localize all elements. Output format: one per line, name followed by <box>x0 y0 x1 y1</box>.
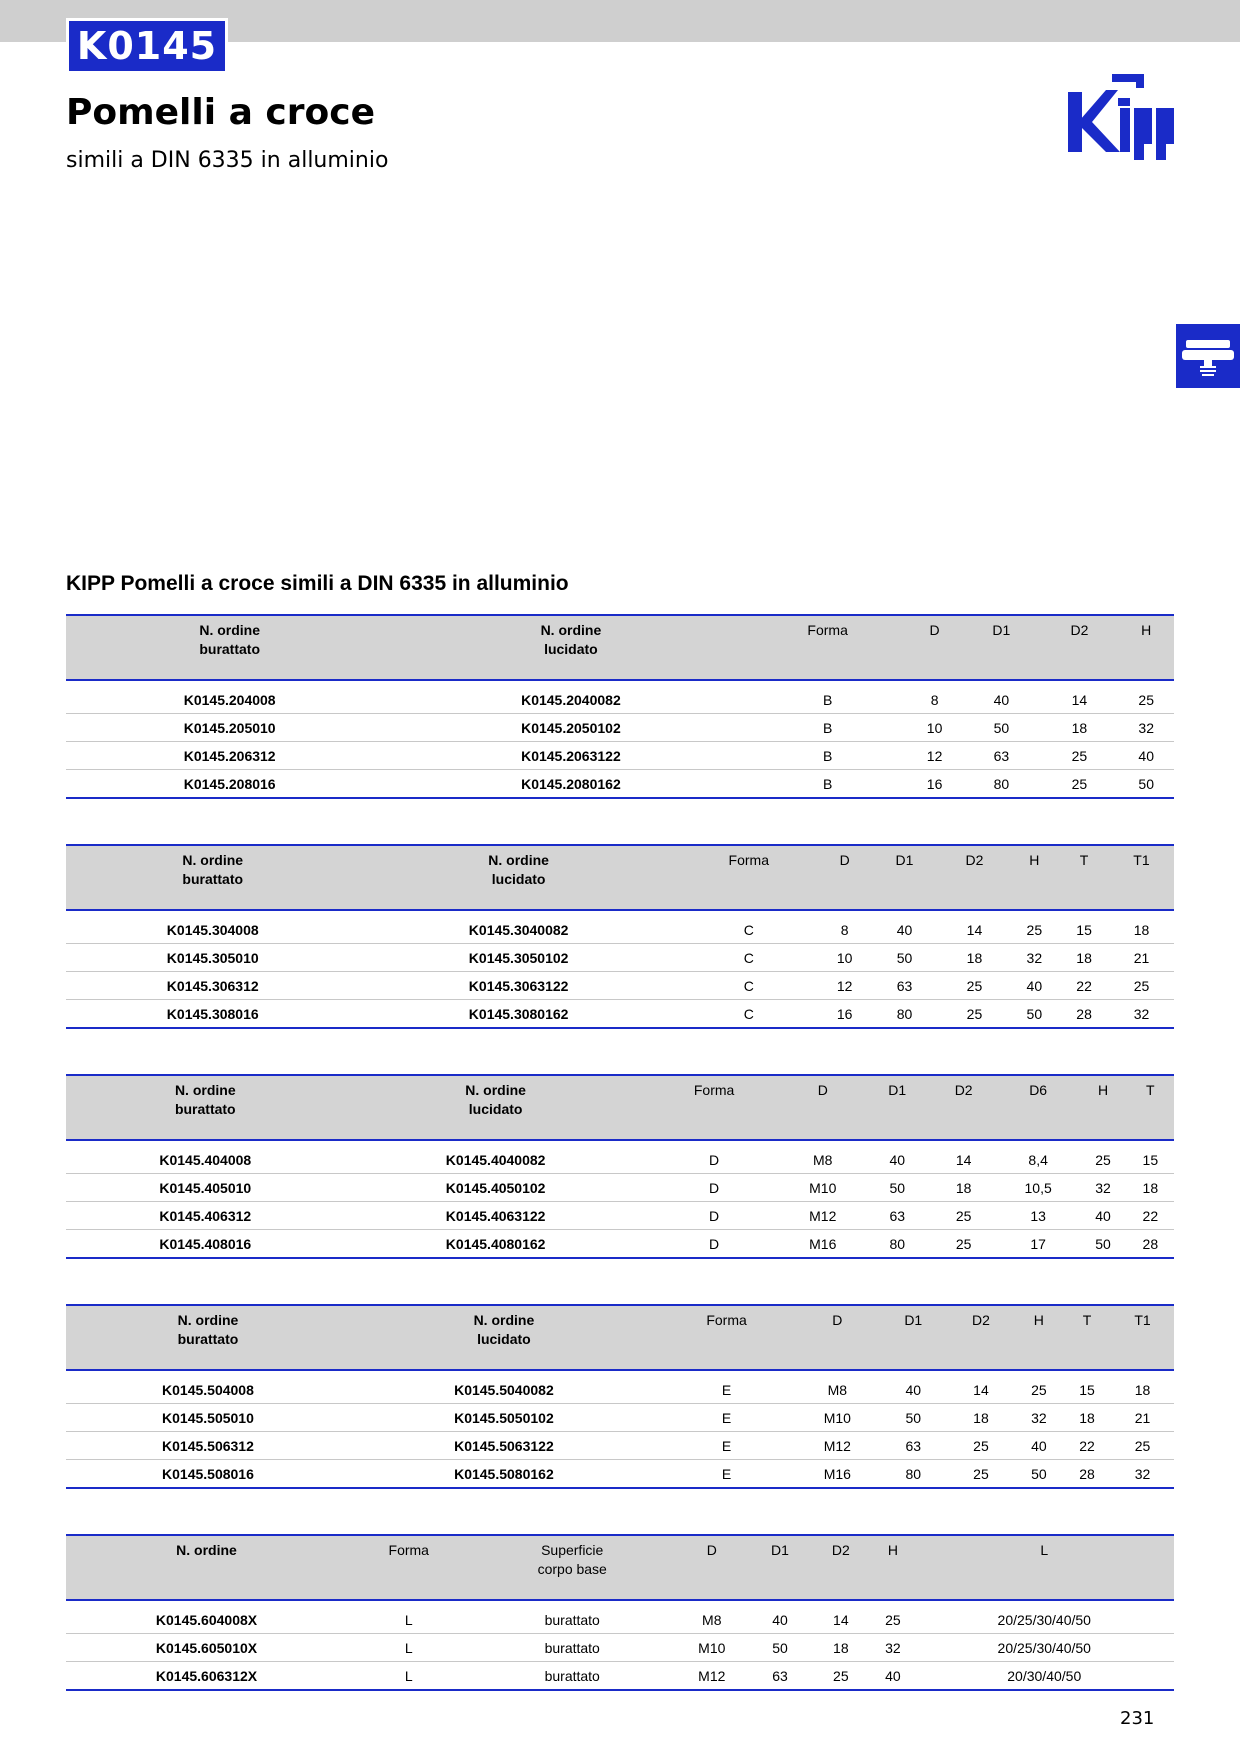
table-cell: M16 <box>781 1230 864 1259</box>
table-row <box>66 770 1174 799</box>
table-row <box>66 972 1174 1000</box>
table-cell: 40 <box>750 1606 811 1634</box>
column-header: Forma <box>678 845 820 910</box>
table-row <box>66 1202 1174 1230</box>
table-cell: 50 <box>1079 1230 1126 1259</box>
table-cell: 20/25/30/40/50 <box>915 1634 1175 1662</box>
table-cell: K0145.2040082 <box>393 686 748 714</box>
table-row <box>66 1404 1174 1432</box>
table-cell: 25 <box>1040 742 1118 770</box>
spec-table-2 <box>66 844 1174 1029</box>
table-cell: 18 <box>930 1174 996 1202</box>
table-cell: 40 <box>962 686 1040 714</box>
table-cell: 25 <box>810 1662 871 1691</box>
table-cell: K0145.5040082 <box>350 1376 658 1404</box>
table-cell: 63 <box>864 1202 930 1230</box>
table-cell: M16 <box>795 1460 879 1489</box>
table-cell: K0145.4080162 <box>345 1230 647 1259</box>
table-cell: L <box>347 1634 470 1662</box>
table-row <box>66 1146 1174 1174</box>
column-header: D2 <box>1040 615 1118 680</box>
table-cell: K0145.3050102 <box>359 944 677 972</box>
table-cell: D <box>647 1230 782 1259</box>
table-cell: K0145.205010 <box>66 714 393 742</box>
table-row <box>66 1662 1174 1691</box>
table-cell: M12 <box>781 1202 864 1230</box>
spec-table-3 <box>66 1074 1174 1259</box>
table-cell: 22 <box>1063 1432 1111 1460</box>
table-cell: 63 <box>750 1662 811 1691</box>
table-cell: 22 <box>1059 972 1109 1000</box>
table-cell: 8 <box>820 916 870 944</box>
table-row <box>66 1230 1174 1259</box>
column-header: Forma <box>347 1535 470 1600</box>
page-subtitle: simili a DIN 6335 in alluminio <box>66 148 389 173</box>
column-header: N. ordine lucidato <box>345 1075 647 1140</box>
table-cell: 25 <box>930 1230 996 1259</box>
table-row <box>66 686 1174 714</box>
table-cell: 18 <box>1109 916 1174 944</box>
table-cell: 63 <box>879 1432 947 1460</box>
column-header: D1 <box>750 1535 811 1600</box>
table-cell: 40 <box>864 1146 930 1174</box>
table-row <box>66 1376 1174 1404</box>
table-header-row <box>66 1075 1174 1140</box>
table-cell: K0145.2063122 <box>393 742 748 770</box>
table-cell: K0145.2080162 <box>393 770 748 799</box>
table-cell: 18 <box>1111 1376 1174 1404</box>
column-header: D1 <box>870 845 940 910</box>
table-header-row <box>66 1535 1174 1600</box>
table-cell: 80 <box>879 1460 947 1489</box>
table-cell: burattato <box>470 1662 674 1691</box>
table-cell: 18 <box>1059 944 1109 972</box>
table-cell: 25 <box>1015 1376 1063 1404</box>
table-cell: K0145.3040082 <box>359 916 677 944</box>
table-cell: M8 <box>674 1606 750 1634</box>
table-row <box>66 742 1174 770</box>
table-cell: 28 <box>1063 1460 1111 1489</box>
table-cell: 32 <box>871 1634 914 1662</box>
table-cell: K0145.4050102 <box>345 1174 647 1202</box>
table-cell: 50 <box>870 944 940 972</box>
category-side-tab[interactable] <box>1176 324 1240 388</box>
column-header: D <box>907 615 963 680</box>
table-row <box>66 944 1174 972</box>
table-cell: K0145.605010X <box>66 1634 347 1662</box>
table-cell: 12 <box>820 972 870 1000</box>
table-cell: 80 <box>870 1000 940 1029</box>
table-cell: 50 <box>879 1404 947 1432</box>
table-cell: C <box>678 972 820 1000</box>
table-cell: D <box>647 1202 782 1230</box>
table-cell: 32 <box>1079 1174 1126 1202</box>
table-cell: 14 <box>930 1146 996 1174</box>
column-header: Forma <box>658 1305 795 1370</box>
page-title: Pomelli a croce <box>66 92 376 133</box>
spec-table-4 <box>66 1304 1174 1489</box>
table-cell: 25 <box>1111 1432 1174 1460</box>
table-cell: B <box>748 714 906 742</box>
table-cell: D <box>647 1146 782 1174</box>
table-cell: L <box>347 1606 470 1634</box>
column-header: D <box>781 1075 864 1140</box>
table-cell: 18 <box>947 1404 1015 1432</box>
kipp-logo <box>1068 74 1180 160</box>
table-cell: K0145.504008 <box>66 1376 350 1404</box>
page-number: 231 <box>1120 1708 1155 1729</box>
table-cell: 18 <box>810 1634 871 1662</box>
table-cell: K0145.208016 <box>66 770 393 799</box>
table-cell: 80 <box>962 770 1040 799</box>
table-cell: 40 <box>870 916 940 944</box>
table-cell: 32 <box>1009 944 1059 972</box>
column-header: D6 <box>997 1075 1080 1140</box>
column-header: N. ordine burattato <box>66 1075 345 1140</box>
table-cell: 80 <box>864 1230 930 1259</box>
table-cell: K0145.304008 <box>66 916 359 944</box>
table-cell: 40 <box>1015 1432 1063 1460</box>
table-cell: K0145.508016 <box>66 1460 350 1489</box>
table-cell: K0145.3080162 <box>359 1000 677 1029</box>
column-header: H <box>1118 615 1174 680</box>
table-cell: 25 <box>1118 686 1174 714</box>
table-cell: 25 <box>1009 916 1059 944</box>
column-header: N. ordine lucidato <box>350 1305 658 1370</box>
table-cell: 28 <box>1059 1000 1109 1029</box>
table-cell: K0145.2050102 <box>393 714 748 742</box>
table-cell: 25 <box>947 1460 1015 1489</box>
table-cell: 40 <box>1009 972 1059 1000</box>
column-header: T1 <box>1111 1305 1174 1370</box>
table-cell: 25 <box>947 1432 1015 1460</box>
table-cell: E <box>658 1432 795 1460</box>
table-row <box>66 1634 1174 1662</box>
table-cell: 15 <box>1127 1146 1174 1174</box>
table-cell: K0145.408016 <box>66 1230 345 1259</box>
table-cell: burattato <box>470 1606 674 1634</box>
table-cell: 28 <box>1127 1230 1174 1259</box>
table-cell: L <box>347 1662 470 1691</box>
column-header: D2 <box>930 1075 996 1140</box>
table-cell: 14 <box>939 916 1009 944</box>
table-cell: 40 <box>871 1662 914 1691</box>
column-header: D <box>674 1535 750 1600</box>
table-cell: 15 <box>1063 1376 1111 1404</box>
column-header: T <box>1127 1075 1174 1140</box>
table-cell: B <box>748 742 906 770</box>
table-cell: D <box>647 1174 782 1202</box>
table-cell: C <box>678 916 820 944</box>
table-cell: 50 <box>1009 1000 1059 1029</box>
table-cell: 50 <box>750 1634 811 1662</box>
table-header-row <box>66 845 1174 910</box>
table-cell: 16 <box>907 770 963 799</box>
column-header: D <box>820 845 870 910</box>
column-header: D1 <box>864 1075 930 1140</box>
column-header: D2 <box>947 1305 1015 1370</box>
table-cell: 22 <box>1127 1202 1174 1230</box>
table-cell: 50 <box>1015 1460 1063 1489</box>
column-header: D <box>795 1305 879 1370</box>
table-cell: K0145.5050102 <box>350 1404 658 1432</box>
table-cell: K0145.5080162 <box>350 1460 658 1489</box>
table-cell: K0145.4040082 <box>345 1146 647 1174</box>
table-cell: K0145.4063122 <box>345 1202 647 1230</box>
table-cell: 14 <box>1040 686 1118 714</box>
column-header: H <box>1009 845 1059 910</box>
table-cell: 20/30/40/50 <box>915 1662 1175 1691</box>
table-cell: 32 <box>1118 714 1174 742</box>
table-row <box>66 916 1174 944</box>
table-cell: 21 <box>1109 944 1174 972</box>
table-row <box>66 1174 1174 1202</box>
table-cell: 25 <box>930 1202 996 1230</box>
column-header: N. ordine <box>66 1535 347 1600</box>
star-knob-icon <box>1176 324 1240 388</box>
table-row <box>66 1000 1174 1029</box>
column-header: T <box>1059 845 1109 910</box>
table-cell: K0145.604008X <box>66 1606 347 1634</box>
column-header: H <box>1015 1305 1063 1370</box>
table-cell: 40 <box>1079 1202 1126 1230</box>
table-cell: K0145.3063122 <box>359 972 677 1000</box>
table-cell: 40 <box>879 1376 947 1404</box>
column-header: N. ordine lucidato <box>359 845 677 910</box>
table-cell: 15 <box>1059 916 1109 944</box>
column-header: N. ordine burattato <box>66 845 359 910</box>
table-cell: 12 <box>907 742 963 770</box>
table-cell: K0145.308016 <box>66 1000 359 1029</box>
table-cell: 25 <box>939 1000 1009 1029</box>
table-cell: 32 <box>1015 1404 1063 1432</box>
table-cell: 63 <box>962 742 1040 770</box>
table-cell: 10 <box>820 944 870 972</box>
column-header: D1 <box>962 615 1040 680</box>
table-row <box>66 1606 1174 1634</box>
table-row <box>66 1460 1174 1489</box>
table-cell: E <box>658 1404 795 1432</box>
column-header: Forma <box>748 615 906 680</box>
column-header: Forma <box>647 1075 782 1140</box>
table-cell: M8 <box>795 1376 879 1404</box>
table-cell: K0145.5063122 <box>350 1432 658 1460</box>
table-header-row <box>66 1305 1174 1370</box>
table-cell: 18 <box>1063 1404 1111 1432</box>
table-cell: 8 <box>907 686 963 714</box>
table-cell: K0145.505010 <box>66 1404 350 1432</box>
table-cell: K0145.206312 <box>66 742 393 770</box>
column-header: T <box>1063 1305 1111 1370</box>
table-cell: 20/25/30/40/50 <box>915 1606 1175 1634</box>
table-cell: K0145.305010 <box>66 944 359 972</box>
table-cell: K0145.406312 <box>66 1202 345 1230</box>
table-cell: E <box>658 1460 795 1489</box>
table-row <box>66 1432 1174 1460</box>
table-cell: 50 <box>962 714 1040 742</box>
table-cell: M12 <box>674 1662 750 1691</box>
table-cell: 21 <box>1111 1404 1174 1432</box>
table-cell: 40 <box>1118 742 1174 770</box>
table-cell: 16 <box>820 1000 870 1029</box>
column-header: N. ordine burattato <box>66 1305 350 1370</box>
spec-table-1 <box>66 614 1174 799</box>
column-header: D1 <box>879 1305 947 1370</box>
product-code-badge <box>66 18 228 74</box>
table-cell: M10 <box>674 1634 750 1662</box>
column-header: H <box>871 1535 914 1600</box>
table-cell: 8,4 <box>997 1146 1080 1174</box>
table-cell: 18 <box>1127 1174 1174 1202</box>
column-header: N. ordine burattato <box>66 615 393 680</box>
table-cell: K0145.404008 <box>66 1146 345 1174</box>
table-cell: 32 <box>1111 1460 1174 1489</box>
table-cell: 63 <box>870 972 940 1000</box>
table-cell: K0145.405010 <box>66 1174 345 1202</box>
spec-table-5 <box>66 1534 1174 1691</box>
table-cell: M12 <box>795 1432 879 1460</box>
table-cell: 25 <box>871 1606 914 1634</box>
table-cell: 10 <box>907 714 963 742</box>
table-cell: 50 <box>864 1174 930 1202</box>
table-cell: K0145.606312X <box>66 1662 347 1691</box>
table-cell: 14 <box>810 1606 871 1634</box>
column-header: D2 <box>939 845 1009 910</box>
table-cell: burattato <box>470 1634 674 1662</box>
table-cell: 17 <box>997 1230 1080 1259</box>
table-cell: C <box>678 944 820 972</box>
table-cell: K0145.306312 <box>66 972 359 1000</box>
column-header: T1 <box>1109 845 1174 910</box>
table-cell: 32 <box>1109 1000 1174 1029</box>
column-header: H <box>1079 1075 1126 1140</box>
table-cell: 10,5 <box>997 1174 1080 1202</box>
table-cell: B <box>748 770 906 799</box>
column-header: Superficie corpo base <box>470 1535 674 1600</box>
table-cell: C <box>678 1000 820 1029</box>
table-cell: E <box>658 1376 795 1404</box>
table-cell: M8 <box>781 1146 864 1174</box>
table-cell: 25 <box>939 972 1009 1000</box>
table-cell: 25 <box>1040 770 1118 799</box>
section-title: KIPP Pomelli a croce simili a DIN 6335 in alluminio <box>66 572 569 595</box>
table-cell: 25 <box>1109 972 1174 1000</box>
table-cell: 13 <box>997 1202 1080 1230</box>
product-code: K0145 <box>76 24 218 68</box>
table-cell: 14 <box>947 1376 1015 1404</box>
table-cell: K0145.204008 <box>66 686 393 714</box>
table-cell: 25 <box>1079 1146 1126 1174</box>
column-header: D2 <box>810 1535 871 1600</box>
table-cell: 50 <box>1118 770 1174 799</box>
table-cell: K0145.506312 <box>66 1432 350 1460</box>
table-cell: M10 <box>795 1404 879 1432</box>
table-header-row <box>66 615 1174 680</box>
column-header: L <box>915 1535 1175 1600</box>
table-cell: 18 <box>1040 714 1118 742</box>
table-cell: M10 <box>781 1174 864 1202</box>
table-cell: B <box>748 686 906 714</box>
column-header: N. ordine lucidato <box>393 615 748 680</box>
table-cell: 18 <box>939 944 1009 972</box>
table-row <box>66 714 1174 742</box>
